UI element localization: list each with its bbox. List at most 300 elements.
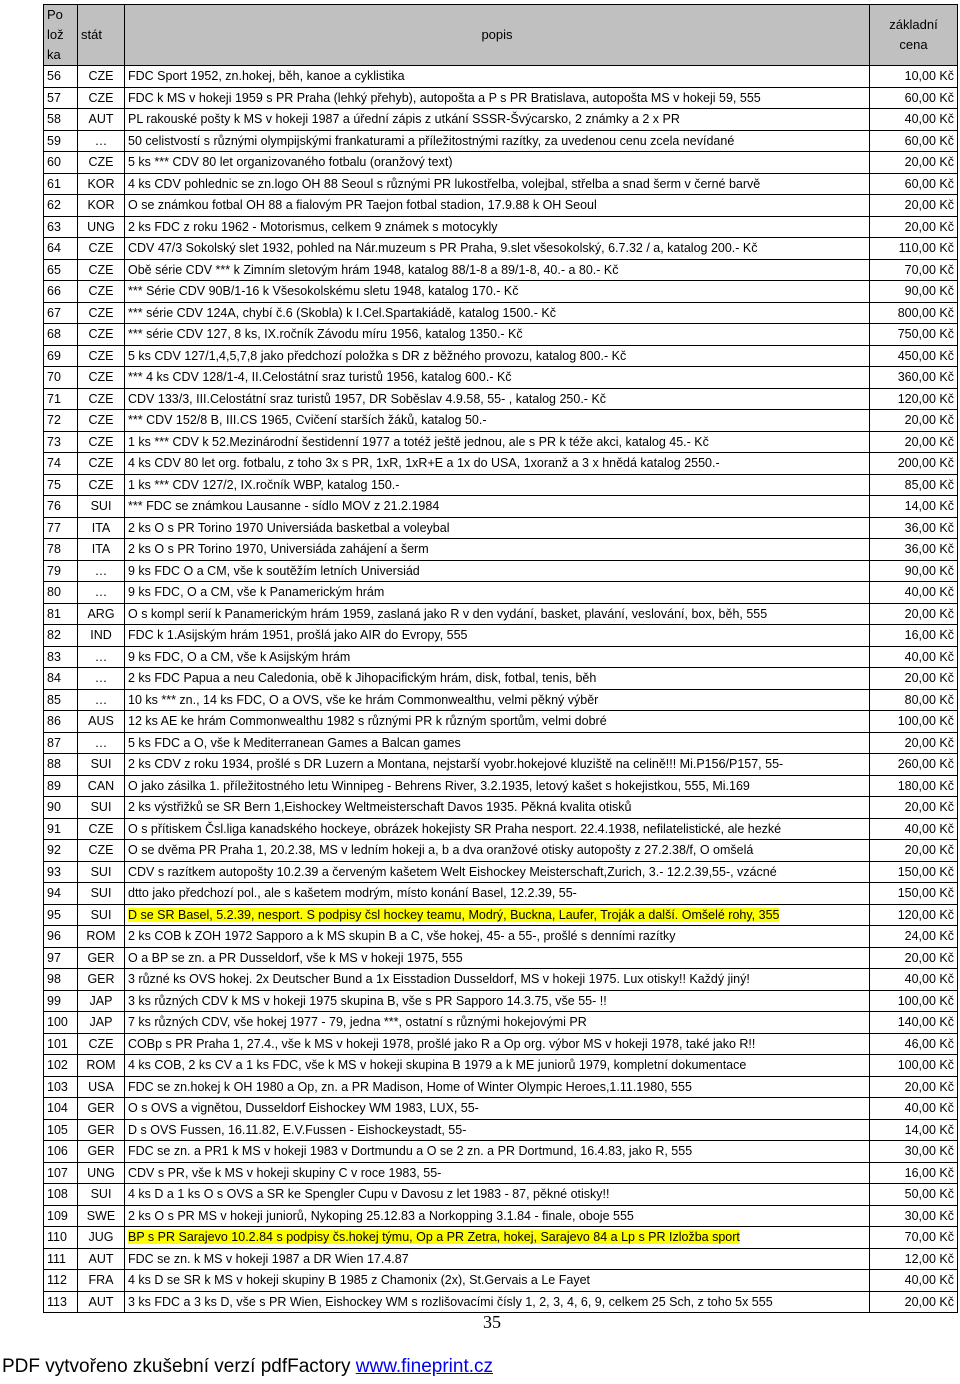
- row-item-number-text: 84: [47, 671, 61, 686]
- row-item-number-text: 94: [47, 886, 61, 901]
- row-state: [78, 625, 125, 647]
- row-item-number-text: 66: [47, 284, 61, 299]
- row-description-text: *** FDC se známkou Lausanne - sídlo MOV z 21.2.1984: [128, 499, 440, 514]
- row-state-text: CZE: [88, 90, 114, 105]
- row-description: [125, 582, 870, 604]
- row-price-text: 450,00 Kč: [897, 348, 954, 363]
- row-item-number-text: 61: [47, 176, 61, 191]
- row-price-text: 70,00 Kč: [904, 1230, 954, 1245]
- row-state-text: …: [94, 563, 108, 578]
- row-description-text: 2 ks FDC z roku 1962 - Motorismus, celkem 9 známek s motocykly: [128, 219, 498, 234]
- row-item-number: [44, 1205, 78, 1227]
- row-item-number: [44, 926, 78, 948]
- table-header-row: [44, 5, 958, 66]
- row-price: [870, 388, 958, 410]
- row-description: [125, 388, 870, 410]
- row-state-text: GER: [87, 1101, 115, 1116]
- row-item-number-text: 110: [47, 1230, 67, 1245]
- row-price: [870, 646, 958, 668]
- row-item-number-text: 88: [47, 757, 61, 772]
- row-state-text: …: [94, 671, 108, 686]
- row-state: [78, 818, 125, 840]
- row-description-text: *** série CDV 127, 8 ks, IX.ročník Závodu míru 1956, katalog 1350.- Kč: [128, 327, 523, 342]
- row-description-text: FDC k MS v hokeji 1959 s PR Praha (lehký přehyb), autopošta a P s PR Bratislava, autopošta MS v hokeji 59, 555: [128, 90, 761, 105]
- row-price: [870, 431, 958, 453]
- row-item-number-text: 72: [47, 413, 61, 428]
- row-item-number: [44, 130, 78, 152]
- table-row: [44, 1119, 958, 1141]
- row-state: [78, 345, 125, 367]
- row-price: [870, 1227, 958, 1249]
- row-price-text: 40,00 Kč: [904, 821, 954, 836]
- row-item-number: [44, 1119, 78, 1141]
- row-price-text: 85,00 Kč: [904, 477, 954, 492]
- row-description: [125, 345, 870, 367]
- table-row: [44, 1076, 958, 1098]
- row-state-text: CZE: [88, 456, 114, 471]
- row-price-text: 12,00 Kč: [904, 1251, 954, 1266]
- row-state: [78, 388, 125, 410]
- row-price: [870, 1119, 958, 1141]
- row-state: [78, 474, 125, 496]
- row-state-text: CZE: [88, 69, 114, 84]
- row-description-text: 4 ks CDV 80 let org. fotbalu, z toho 3x s PR, 1xR, 1xR+E a 1x do USA, 1xoranž a 3 x hnědá katalog 2550.-: [128, 456, 720, 471]
- row-state: [78, 560, 125, 582]
- table-row: [44, 904, 958, 926]
- row-price-text: 150,00 Kč: [897, 886, 954, 901]
- row-state-text: CAN: [87, 778, 115, 793]
- row-price-text: 750,00 Kč: [897, 327, 954, 342]
- row-price: [870, 904, 958, 926]
- table-row: [44, 840, 958, 862]
- row-state-text: ITA: [91, 542, 111, 557]
- header-description: popis: [125, 5, 870, 66]
- row-item-number-text: 91: [47, 821, 61, 836]
- table-row: [44, 711, 958, 733]
- table-row: [44, 324, 958, 346]
- row-item-number: [44, 1012, 78, 1034]
- row-item-number-text: 82: [47, 628, 61, 643]
- row-description: [125, 625, 870, 647]
- row-item-number-text: 69: [47, 348, 61, 363]
- row-price: [870, 474, 958, 496]
- row-price-text: 40,00 Kč: [904, 1101, 954, 1116]
- row-price: [870, 1098, 958, 1120]
- row-item-number-text: 86: [47, 714, 61, 729]
- footer-link[interactable]: www.fineprint.cz: [355, 1356, 494, 1377]
- row-item-number-text: 71: [47, 391, 61, 406]
- row-description: [125, 281, 870, 303]
- row-state: [78, 603, 125, 625]
- row-price: [870, 1012, 958, 1034]
- row-item-number: [44, 281, 78, 303]
- row-item-number: [44, 732, 78, 754]
- table-row: [44, 646, 958, 668]
- row-description-text: CDV s PR, vše k MS v hokeji skupiny C v roce 1983, 55-: [128, 1165, 442, 1180]
- row-description-text: 7 ks různých CDV, vše hokej 1977 - 79, jedna ***, ostatní s různými hokejovými PR: [128, 1015, 587, 1030]
- row-price: [870, 711, 958, 733]
- row-item-number: [44, 431, 78, 453]
- row-price: [870, 259, 958, 281]
- row-description: [125, 130, 870, 152]
- row-item-number-text: 83: [47, 649, 61, 664]
- table-row: [44, 1291, 958, 1313]
- row-description-text: 2 ks COB k ZOH 1972 Sapporo a k MS skupin B a C, vše hokej, 45- a 55-, prošlé s denními razítky: [128, 929, 676, 944]
- row-item-number: [44, 539, 78, 561]
- row-state: [78, 1141, 125, 1163]
- row-description-text: 2 ks výstřižků se SR Bern 1,Eishockey Weltmeisterschaft Davos 1935. Pěkná kvalita otisků: [128, 800, 632, 815]
- row-item-number-text: 97: [47, 950, 61, 965]
- table-row: [44, 818, 958, 840]
- row-description: [125, 109, 870, 131]
- table-row: [44, 1162, 958, 1184]
- row-price-text: 360,00 Kč: [897, 370, 954, 385]
- row-price: [870, 496, 958, 518]
- table-row: [44, 87, 958, 109]
- row-state-text: …: [94, 735, 108, 750]
- row-description-text: 2 ks FDC Papua a neu Caledonia, obě k Jihopacifickým hrám, disk, fotbal, tenis, běh: [128, 671, 597, 686]
- row-price: [870, 926, 958, 948]
- row-price: [870, 152, 958, 174]
- row-item-number: [44, 238, 78, 260]
- row-state-text: CZE: [88, 262, 114, 277]
- catalog-table: [43, 4, 958, 1313]
- row-state: [78, 1184, 125, 1206]
- row-price: [870, 302, 958, 324]
- row-item-number: [44, 216, 78, 238]
- row-item-number: [44, 109, 78, 131]
- row-item-number-text: 67: [47, 305, 61, 320]
- row-price-text: 20,00 Kč: [904, 606, 954, 621]
- row-state-text: SWE: [86, 1208, 116, 1223]
- row-state-text: CZE: [88, 305, 114, 320]
- row-price-text: 90,00 Kč: [904, 284, 954, 299]
- row-state: [78, 152, 125, 174]
- row-state: [78, 539, 125, 561]
- table-row: [44, 625, 958, 647]
- row-item-number-text: 92: [47, 843, 61, 858]
- row-state: [78, 173, 125, 195]
- row-item-number-text: 62: [47, 198, 61, 213]
- row-state-text: KOR: [87, 176, 115, 191]
- row-price: [870, 969, 958, 991]
- row-description-text: 5 ks FDC a O, vše k Mediterranean Games a Balcan games: [128, 735, 461, 750]
- row-item-number: [44, 797, 78, 819]
- row-item-number: [44, 1291, 78, 1313]
- row-description: [125, 1055, 870, 1077]
- row-price-text: 60,00 Kč: [904, 133, 954, 148]
- row-description: [125, 775, 870, 797]
- row-price: [870, 990, 958, 1012]
- row-item-number-text: 65: [47, 262, 61, 277]
- row-item-number: [44, 904, 78, 926]
- row-description: [125, 517, 870, 539]
- row-description: [125, 66, 870, 88]
- row-state: [78, 195, 125, 217]
- row-item-number-text: 85: [47, 692, 61, 707]
- row-item-number-text: 99: [47, 993, 61, 1008]
- row-state-text: CZE: [88, 413, 114, 428]
- row-item-number-text: 109: [47, 1208, 68, 1223]
- row-price: [870, 1205, 958, 1227]
- row-state-text: FRA: [88, 1273, 114, 1288]
- row-state-text: ROM: [86, 929, 116, 944]
- table-row: [44, 195, 958, 217]
- row-item-number-text: 80: [47, 585, 61, 600]
- row-state-text: SUI: [90, 907, 112, 922]
- row-state: [78, 1119, 125, 1141]
- row-price-text: 140,00 Kč: [897, 1015, 954, 1030]
- row-price: [870, 324, 958, 346]
- row-item-number: [44, 840, 78, 862]
- table-row: [44, 517, 958, 539]
- row-description: [125, 990, 870, 1012]
- row-price: [870, 625, 958, 647]
- row-price-text: 20,00 Kč: [904, 735, 954, 750]
- row-price-text: 20,00 Kč: [904, 1294, 954, 1309]
- row-state-text: KOR: [87, 198, 115, 213]
- row-item-number: [44, 625, 78, 647]
- row-item-number: [44, 1184, 78, 1206]
- table-row: [44, 281, 958, 303]
- table-row: [44, 1098, 958, 1120]
- table-row: [44, 539, 958, 561]
- row-price: [870, 195, 958, 217]
- table-row: [44, 732, 958, 754]
- row-state: [78, 109, 125, 131]
- row-item-number-text: 76: [47, 499, 61, 514]
- row-description: [125, 87, 870, 109]
- row-price: [870, 367, 958, 389]
- row-state: [78, 1291, 125, 1313]
- row-price-text: 150,00 Kč: [897, 864, 954, 879]
- row-description: [125, 1205, 870, 1227]
- row-state-text: CZE: [88, 391, 114, 406]
- row-state: [78, 668, 125, 690]
- row-description: [125, 474, 870, 496]
- row-state-text: CZE: [88, 348, 114, 363]
- row-price: [870, 130, 958, 152]
- row-state: [78, 883, 125, 905]
- row-item-number-text: 70: [47, 370, 61, 385]
- row-description-text: 3 ks FDC a 3 ks D, vše s PR Wien, Eishockey WM s rozlišovacími čísly 1, 2, 3, 4, 6, 9, celkem 25 Sch, z toho 5x 555: [128, 1294, 773, 1309]
- table-row: [44, 689, 958, 711]
- row-state-text: AUT: [88, 1251, 114, 1266]
- row-state-text: SUI: [90, 864, 112, 879]
- row-item-number-text: 113: [47, 1294, 67, 1309]
- row-state: [78, 496, 125, 518]
- row-price-text: 120,00 Kč: [897, 907, 954, 922]
- row-description-text: CDV 133/3, III.Celostátní sraz turistů 1957, DR Soběslav 4.9.58, 55- , katalog 250.- Kč: [128, 391, 607, 406]
- row-state: [78, 1162, 125, 1184]
- row-price: [870, 582, 958, 604]
- row-state: [78, 1033, 125, 1055]
- row-item-number: [44, 1033, 78, 1055]
- row-state-text: AUT: [88, 1294, 114, 1309]
- table-row: [44, 345, 958, 367]
- row-price-text: 24,00 Kč: [904, 929, 954, 944]
- row-description-text: 1 ks *** CDV k 52.Mezinárodní šestidenní 1977 a totéž ještě jednou, ale s PR k téže akci, katalog 45.- Kč: [128, 434, 709, 449]
- row-description: [125, 603, 870, 625]
- row-state-text: IND: [90, 628, 112, 643]
- row-description-text: 3 ks různých CDV k MS v hokeji 1975 skupina B, vše s PR Sapporo 14.3.75, vše 55- !!: [128, 993, 607, 1008]
- row-item-number-text: 56: [47, 69, 61, 84]
- row-item-number-text: 75: [47, 477, 61, 492]
- row-description-text: Obě série CDV *** k Zimním sletovým hrám 1948, katalog 88/1-8 a 89/1-8, 40.- a 80.- Kč: [128, 262, 619, 277]
- row-state: [78, 66, 125, 88]
- row-item-number: [44, 883, 78, 905]
- row-price-text: 10,00 Kč: [904, 69, 954, 84]
- row-item-number: [44, 152, 78, 174]
- row-price-text: 20,00 Kč: [904, 950, 954, 965]
- row-state: [78, 431, 125, 453]
- row-description: [125, 1270, 870, 1292]
- row-state: [78, 904, 125, 926]
- row-item-number: [44, 1076, 78, 1098]
- row-price: [870, 1184, 958, 1206]
- row-item-number-text: 112: [47, 1273, 67, 1288]
- row-description-text: O se známkou fotbal OH 88 a fialovým PR Taejon fotbal stadion, 17.9.88 k OH Seoul: [128, 198, 597, 213]
- row-price-text: 20,00 Kč: [904, 671, 954, 686]
- row-price-text: 36,00 Kč: [904, 542, 954, 557]
- row-state: [78, 840, 125, 862]
- row-description: [125, 259, 870, 281]
- row-price-text: 20,00 Kč: [904, 800, 954, 815]
- row-description: [125, 818, 870, 840]
- row-description-text: CDV s razítkem autopošty 10.2.39 a červeným kašetem Welt Eishockey Meisterschaft,Zurich, 3.- 12.2.39,55-, vzácné: [128, 864, 777, 879]
- row-description: [125, 883, 870, 905]
- table-row: [44, 947, 958, 969]
- row-description-text: *** Série CDV 90B/1-16 k Všesokolskému sletu 1948, katalog 170.- Kč: [128, 284, 519, 299]
- row-state: [78, 324, 125, 346]
- row-item-number: [44, 560, 78, 582]
- row-item-number-text: 95: [47, 907, 61, 922]
- row-state: [78, 410, 125, 432]
- row-item-number-text: 59: [47, 133, 61, 148]
- row-description-text: O s přítiskem Čsl.liga kanadského hockeye, obrázek hokejisty SR Praha nesport. 22.4.1938, nefilatelistické, ale hezké: [128, 821, 782, 836]
- row-price-text: 120,00 Kč: [897, 391, 954, 406]
- table-row: [44, 883, 958, 905]
- row-description-text: 12 ks AE ke hrám Commonwealthu 1982 s různými PR k různým sportům, velmi dobré: [128, 714, 607, 729]
- row-item-number-text: 108: [47, 1187, 68, 1202]
- row-state: [78, 1248, 125, 1270]
- row-description-text: 4 ks COB, 2 ks CV a 1 ks FDC, vše k MS v hokeji skupina B 1979 a k ME juniorů 1979, kompletní dokumentace: [128, 1058, 747, 1073]
- table-row: [44, 1205, 958, 1227]
- table-row: [44, 969, 958, 991]
- row-price: [870, 775, 958, 797]
- row-item-number: [44, 818, 78, 840]
- row-state: [78, 775, 125, 797]
- table-row: [44, 990, 958, 1012]
- row-price: [870, 410, 958, 432]
- row-price-text: 20,00 Kč: [904, 1079, 954, 1094]
- row-state-text: JAP: [89, 993, 113, 1008]
- row-description: [125, 668, 870, 690]
- row-item-number-text: 63: [47, 219, 61, 234]
- table-row: [44, 775, 958, 797]
- row-description-text: 9 ks FDC, O a CM, vše k Asijským hrám: [128, 649, 351, 664]
- row-state: [78, 216, 125, 238]
- row-price: [870, 1291, 958, 1313]
- row-description-text: D s OVS Fussen, 16.11.82, E.V.Fussen - Eishockeystadt, 55-: [128, 1122, 467, 1137]
- row-description-text: 4 ks CDV pohlednic se zn.logo OH 88 Seoul s různými PR lukostřelba, volejbal, střelba a snad šerm v černé barvě: [128, 176, 761, 191]
- row-item-number: [44, 388, 78, 410]
- row-price-text: 100,00 Kč: [897, 1058, 954, 1073]
- row-description-text: 1 ks *** CDV 127/2, IX.ročník WBP, katalog 150.-: [128, 477, 400, 492]
- row-state-text: …: [94, 692, 108, 707]
- row-description-text: 10 ks *** zn., 14 ks FDC, O a OVS, vše ke hrám Commonwealthu, velmi pěkný výběr: [128, 692, 599, 707]
- header-base-price: základní cena: [870, 5, 958, 66]
- row-description-text: FDC se zn. k MS v hokeji 1987 a DR Wien 17.4.87: [128, 1251, 409, 1266]
- row-description-text: FDC Sport 1952, zn.hokej, běh, kanoe a cyklistika: [128, 69, 405, 84]
- row-price-text: 46,00 Kč: [904, 1036, 954, 1051]
- row-description-text: 9 ks FDC, O a CM, vše k Panamerickým hrám: [128, 585, 385, 600]
- row-price-text: 16,00 Kč: [904, 1165, 954, 1180]
- row-item-number-text: 74: [47, 456, 61, 471]
- row-description: [125, 496, 870, 518]
- row-description: [125, 302, 870, 324]
- row-state: [78, 646, 125, 668]
- row-state-text: ITA: [91, 520, 111, 535]
- row-description: [125, 689, 870, 711]
- row-description: [125, 926, 870, 948]
- row-price: [870, 668, 958, 690]
- table-row: [44, 431, 958, 453]
- row-description-text: 3 různé ks OVS hokej. 2x Deutscher Bund a 1x Eisstadion Dusseldorf, MS v hokeji 1975. Lux otisky!! Každý jiný!: [128, 972, 750, 987]
- row-description: [125, 1162, 870, 1184]
- row-price-text: 20,00 Kč: [904, 219, 954, 234]
- row-price: [870, 1055, 958, 1077]
- row-item-number: [44, 646, 78, 668]
- row-state: [78, 711, 125, 733]
- row-state: [78, 1055, 125, 1077]
- row-price: [870, 1248, 958, 1270]
- row-item-number: [44, 1141, 78, 1163]
- row-description: [125, 904, 870, 926]
- row-description: [125, 431, 870, 453]
- row-price-text: 30,00 Kč: [904, 1208, 954, 1223]
- row-price: [870, 66, 958, 88]
- row-description: [125, 1227, 870, 1249]
- row-item-number-text: 106: [47, 1144, 68, 1159]
- row-item-number: [44, 990, 78, 1012]
- row-price-text: 60,00 Kč: [904, 176, 954, 191]
- row-description-text: FDC se zn. a PR1 k MS v hokeji 1983 v Dortmundu a O se 2 zn. a PR Dortmund, 16.4.83, jako R, 555: [128, 1144, 693, 1159]
- row-item-number: [44, 195, 78, 217]
- row-state: [78, 238, 125, 260]
- row-item-number: [44, 582, 78, 604]
- row-price: [870, 1141, 958, 1163]
- row-price-text: 20,00 Kč: [904, 413, 954, 428]
- row-description-text: PL rakouské pošty k MS v hokeji 1987 a úřední zápis z utkání SSSR-Švýcarsko, 2 známky a 2 x PR: [128, 112, 680, 127]
- row-item-number: [44, 517, 78, 539]
- row-item-number-text: 98: [47, 972, 61, 987]
- row-price-text: 14,00 Kč: [904, 499, 954, 514]
- row-state: [78, 130, 125, 152]
- row-state-text: …: [94, 649, 108, 664]
- row-item-number: [44, 410, 78, 432]
- row-description-text: 2 ks O s PR MS v hokeji juniorů, Nykoping 25.12.83 a Norkopping 3.1.84 - finale, oboje 555: [128, 1208, 634, 1223]
- row-item-number-text: 68: [47, 327, 61, 342]
- table-row: [44, 1248, 958, 1270]
- row-item-number-text: 93: [47, 864, 61, 879]
- row-state: [78, 281, 125, 303]
- row-price-text: 80,00 Kč: [904, 692, 954, 707]
- row-description-text: O s OVS a vignětou, Dusseldorf Eishockey WM 1983, LUX, 55-: [128, 1101, 479, 1116]
- row-item-number: [44, 754, 78, 776]
- row-item-number-text: 107: [47, 1165, 68, 1180]
- row-price: [870, 883, 958, 905]
